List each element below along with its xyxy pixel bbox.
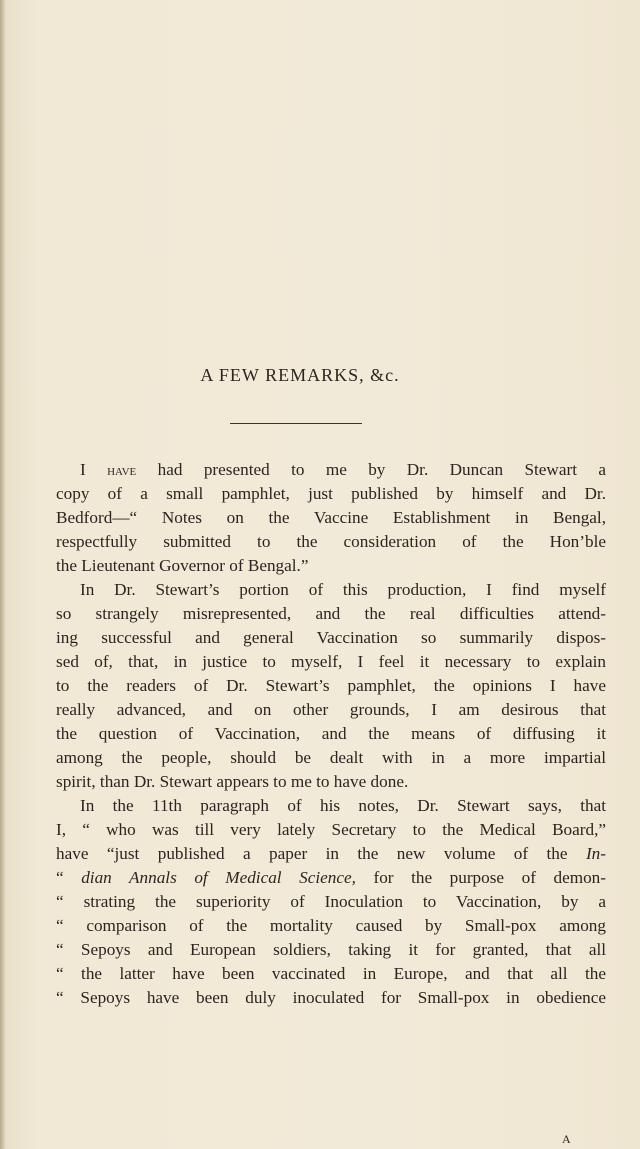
text-line: “ Sepoys have been duly inoculated for Small-pox in obedience [56,988,606,1007]
text-line: “ comparison of the mortality caused by Small-pox among [56,916,606,935]
text-line: spirit, than Dr. Stewart appears to me to have done. [56,772,409,791]
text-line: have “just published a paper in the new volume of the In- [56,844,606,863]
heading-rule [230,423,362,424]
text-line: so strangely misrepresented, and the real difficulties attend- [56,604,606,623]
page-spine-shadow [0,0,6,1149]
text-line: “ dian Annals of Medical Science, for the purpose of demon- [56,868,606,887]
text-line: respectfully submitted to the consideration of the Hon’ble [56,532,606,551]
text-line: sed of, that, in justice to myself, I feel it necessary to explain [56,652,606,671]
text-line: really advanced, and on other grounds, I am desirous that [56,700,606,719]
text-line: “ strating the superiority of Inoculation to Vaccination, by a [56,892,606,911]
text-line: In Dr. Stewart’s portion of this production, I find myself [80,580,606,599]
text-line: “ the latter have been vaccinated in Europe, and that all the [56,964,606,983]
text-line: “ Sepoys and European soldiers, taking it for granted, that all [56,940,606,959]
text-line: I have had presented to me by Dr. Duncan Stewart a [80,460,606,479]
text-line: I, “ who was till very lately Secretary to the Medical Board,” [56,820,606,839]
page-heading: A FEW REMARKS, &c. [200,365,400,385]
signature-mark: A [562,1132,571,1146]
text-line: among the people, should be dealt with in a more impartial [56,748,606,767]
text-line: In the 11th paragraph of his notes, Dr. Stewart says, that [80,796,606,815]
text-line: copy of a small pamphlet, just published by himself and Dr. [56,484,606,503]
text-line: to the readers of Dr. Stewart’s pamphlet, the opinions I have [56,676,606,695]
text-line: Bedford—“ Notes on the Vaccine Establishment in Bengal, [56,508,606,527]
text-line: ing successful and general Vaccination so summarily dispos- [56,628,606,647]
text-line: the question of Vaccination, and the means of diffusing it [56,724,606,743]
text-line: the Lieutenant Governor of Bengal.” [56,556,309,575]
body-text [56,458,606,1010]
